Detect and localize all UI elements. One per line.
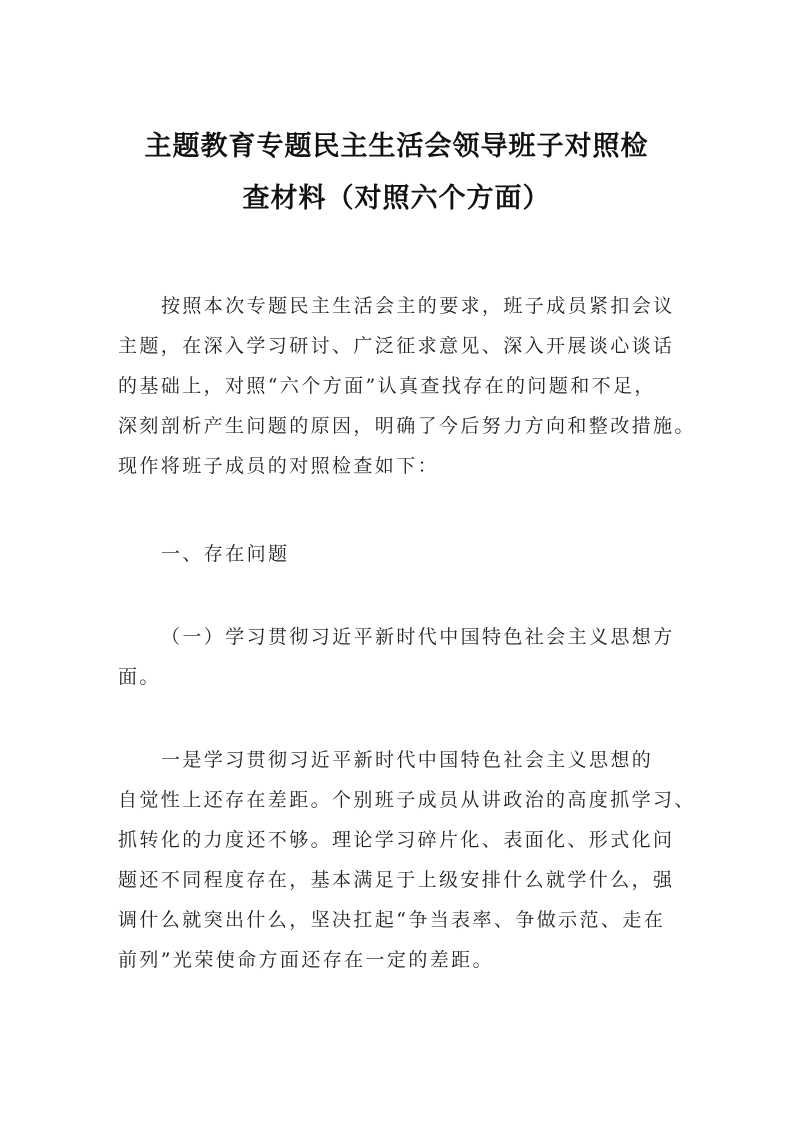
title-line: 主题教育专题民主生活会领导班子对照检	[144, 131, 649, 162]
point-one-paragraph	[118, 740, 698, 980]
subsection-heading-line: （一）学习贯彻习近平新时代中国特色社会主义思想方	[161, 626, 675, 648]
paragraph-line: 一是学习贯彻习近平新时代中国特色社会主义思想的	[161, 749, 654, 771]
subsection-heading-line: 面。	[118, 666, 161, 688]
paragraph-line: 按照本次专题民主生活会主的要求，班子成员紧扣会议	[161, 295, 675, 317]
title-line: 查材料（对照六个方面）	[242, 183, 551, 214]
paragraph-line: 深刻剖析产生问题的原因，明确了今后努力方向和整改措施。	[118, 415, 696, 437]
paragraph-line: 自觉性上还存在差距。个别班子成员从讲政治的高度抓学习、	[118, 789, 696, 811]
paragraph-line: 调什么就突出什么，坚决扛起“争当表率、争做示范、走在	[118, 909, 666, 931]
subsection-heading	[118, 617, 698, 697]
section-heading	[118, 534, 698, 574]
paragraph-line: 主题，在深入学习研讨、广泛征求意见、深入开展谈心谈话	[118, 335, 675, 357]
paragraph-line: 前列”光荣使命方面还存在一定的差距。	[118, 949, 494, 971]
paragraph-line: 的基础上，对照“六个方面”认真查找存在的问题和不足，	[118, 375, 656, 397]
paragraph-line: 题还不同程度存在，基本满足于上级安排什么就学什么，强	[118, 869, 675, 891]
document-title	[100, 121, 693, 225]
section-heading-text: 一、存在问题	[161, 543, 290, 565]
intro-paragraph	[118, 286, 698, 486]
paragraph-line: 现作将班子成员的对照检查如下：	[118, 455, 440, 477]
paragraph-line: 抓转化的力度还不够。理论学习碎片化、表面化、形式化问	[118, 829, 675, 851]
